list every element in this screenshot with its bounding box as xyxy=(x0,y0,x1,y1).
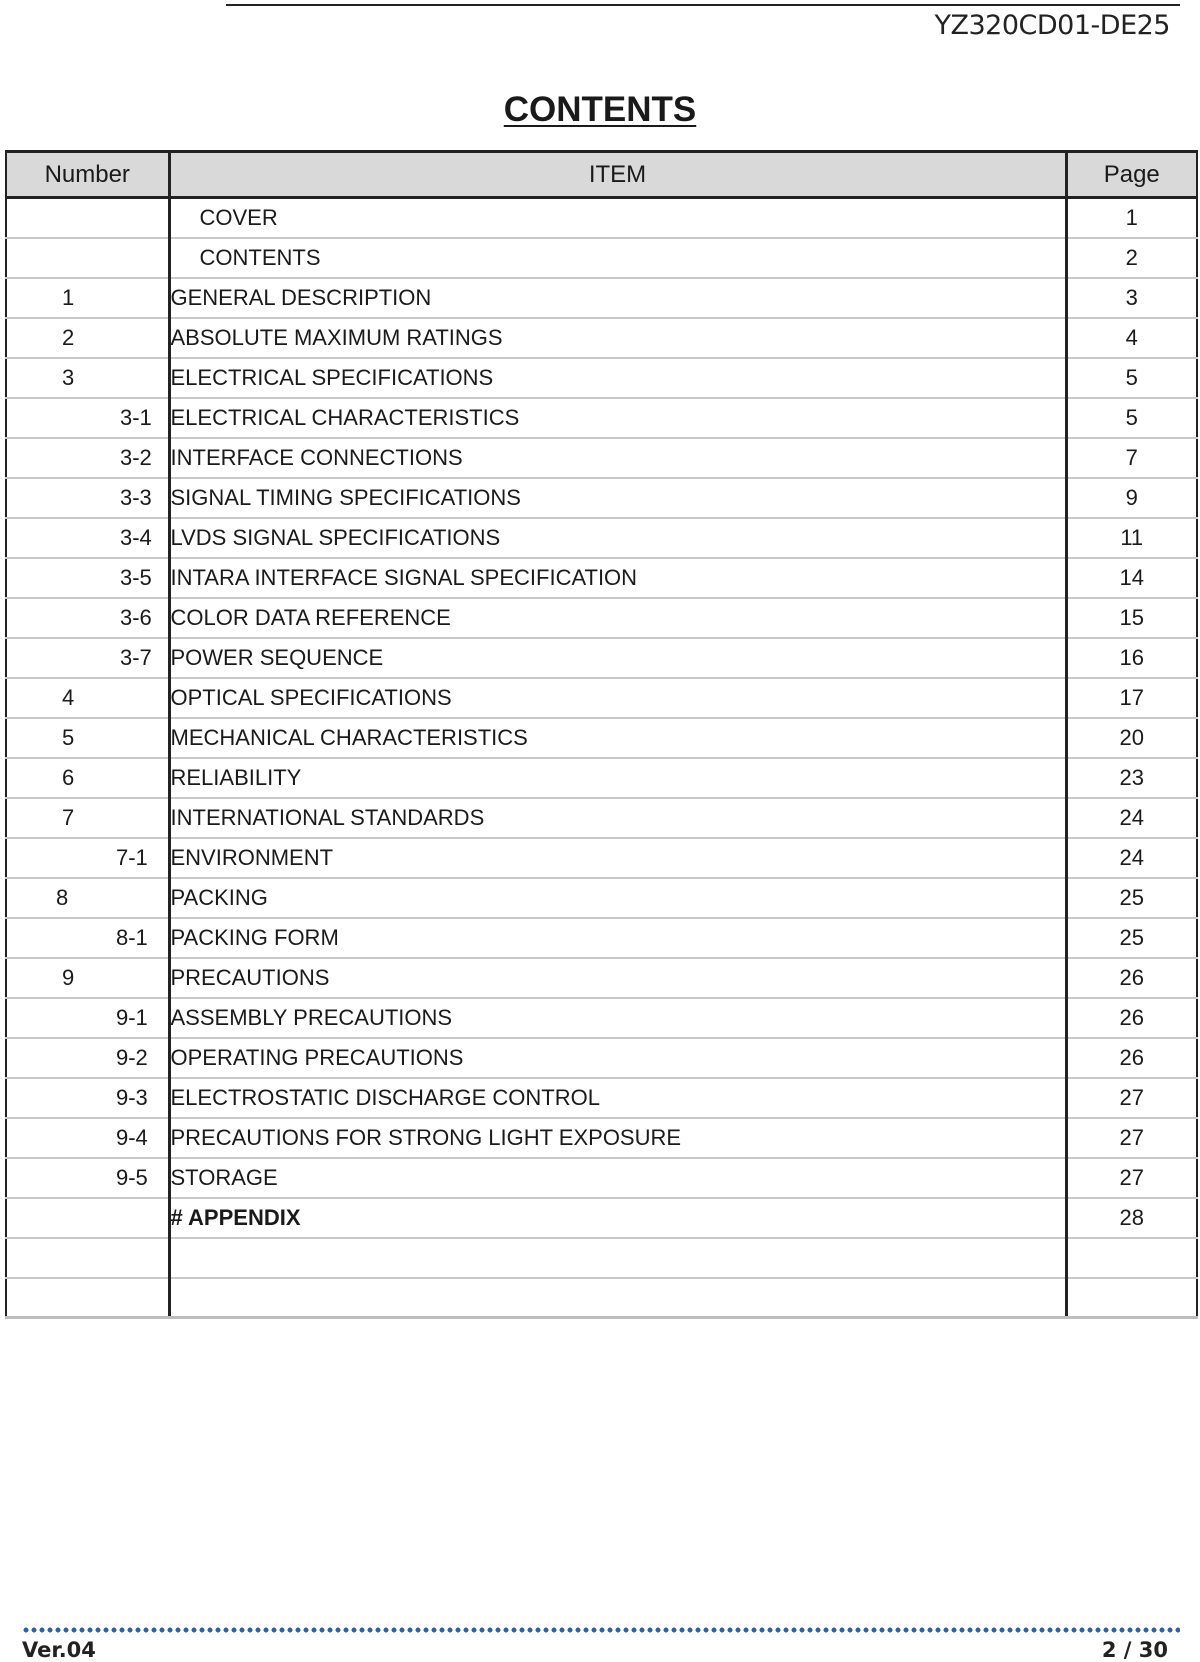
contents-table xyxy=(5,150,1198,1319)
row-number: 3-1 xyxy=(6,398,169,438)
row-page: 24 xyxy=(1066,838,1197,878)
row-item: GENERAL DESCRIPTION xyxy=(169,278,1066,318)
row-number: 4 xyxy=(6,678,169,718)
table-row xyxy=(6,1238,1197,1278)
row-item: PACKING FORM xyxy=(169,918,1066,958)
row-number: 9-3 xyxy=(6,1078,169,1118)
row-page: 26 xyxy=(1066,998,1197,1038)
row-page: 7 xyxy=(1066,438,1197,478)
table-row xyxy=(6,1078,1197,1118)
table-row xyxy=(6,798,1197,838)
row-item: ELECTRICAL CHARACTERISTICS xyxy=(169,398,1066,438)
row-page: 9 xyxy=(1066,478,1197,518)
row-number xyxy=(6,1198,169,1238)
row-item: STORAGE xyxy=(169,1158,1066,1198)
row-page: 25 xyxy=(1066,878,1197,918)
row-page: 5 xyxy=(1066,358,1197,398)
row-number: 3-5 xyxy=(6,558,169,598)
row-page xyxy=(1066,1238,1197,1278)
table-row xyxy=(6,198,1197,238)
row-number: 9-5 xyxy=(6,1158,169,1198)
row-item: PRECAUTIONS FOR STRONG LIGHT EXPOSURE xyxy=(169,1118,1066,1158)
row-page: 5 xyxy=(1066,398,1197,438)
header-rule xyxy=(226,4,1180,6)
row-item: OPERATING PRECAUTIONS xyxy=(169,1038,1066,1078)
table-row xyxy=(6,398,1197,438)
page-title-text: CONTENTS xyxy=(503,90,697,129)
row-item: ASSEMBLY PRECAUTIONS xyxy=(169,998,1066,1038)
row-number: 3-6 xyxy=(6,598,169,638)
row-page: 3 xyxy=(1066,278,1197,318)
row-page: 14 xyxy=(1066,558,1197,598)
table-row xyxy=(6,678,1197,718)
row-number: 9 xyxy=(6,958,169,998)
row-item: POWER SEQUENCE xyxy=(169,638,1066,678)
row-page: 11 xyxy=(1066,518,1197,558)
row-item: CONTENTS xyxy=(169,238,1066,278)
row-page: 26 xyxy=(1066,1038,1197,1078)
row-page: 20 xyxy=(1066,718,1197,758)
row-page: 15 xyxy=(1066,598,1197,638)
row-number: 3-2 xyxy=(6,438,169,478)
table-row xyxy=(6,1118,1197,1158)
page-title xyxy=(0,90,1200,130)
table-row xyxy=(6,1038,1197,1078)
row-page: 27 xyxy=(1066,1158,1197,1198)
row-item: RELIABILITY xyxy=(169,758,1066,798)
row-number xyxy=(6,238,169,278)
row-number: 9-1 xyxy=(6,998,169,1038)
row-number xyxy=(6,1278,169,1318)
column-header-number: Number xyxy=(6,152,169,198)
row-number: 3-4 xyxy=(6,518,169,558)
row-number: 9-2 xyxy=(6,1038,169,1078)
row-number: 5 xyxy=(6,718,169,758)
table-header-row xyxy=(6,152,1197,198)
table-row xyxy=(6,718,1197,758)
table-row xyxy=(6,918,1197,958)
table-row xyxy=(6,758,1197,798)
table-row xyxy=(6,558,1197,598)
row-page: 17 xyxy=(1066,678,1197,718)
table-row xyxy=(6,1158,1197,1198)
row-number: 8-1 xyxy=(6,918,169,958)
row-page: 28 xyxy=(1066,1198,1197,1238)
table-row xyxy=(6,1198,1197,1238)
document-code: YZ320CD01-DE25 xyxy=(934,10,1170,41)
row-item xyxy=(169,1278,1066,1318)
table-row xyxy=(6,838,1197,878)
row-page: 1 xyxy=(1066,198,1197,238)
row-item xyxy=(169,1238,1066,1278)
row-item: MECHANICAL CHARACTERISTICS xyxy=(169,718,1066,758)
row-number xyxy=(6,198,169,238)
row-page: 26 xyxy=(1066,958,1197,998)
row-page: 4 xyxy=(1066,318,1197,358)
row-number: 3-3 xyxy=(6,478,169,518)
row-page: 27 xyxy=(1066,1118,1197,1158)
row-number: 3 xyxy=(6,358,169,398)
row-item: # APPENDIX xyxy=(169,1198,1066,1238)
table-row xyxy=(6,358,1197,398)
footer-dotted-rule xyxy=(22,1627,1180,1633)
table-row xyxy=(6,478,1197,518)
table-row xyxy=(6,878,1197,918)
row-item: SIGNAL TIMING SPECIFICATIONS xyxy=(169,478,1066,518)
row-number: 7 xyxy=(6,798,169,838)
row-number: 8 xyxy=(6,878,169,918)
row-page xyxy=(1066,1278,1197,1318)
footer-version: Ver.04 xyxy=(22,1638,96,1662)
row-item: INTARA INTERFACE SIGNAL SPECIFICATION xyxy=(169,558,1066,598)
row-number: 3-7 xyxy=(6,638,169,678)
row-number: 1 xyxy=(6,278,169,318)
row-item: ENVIRONMENT xyxy=(169,838,1066,878)
table-row xyxy=(6,1278,1197,1318)
row-item: LVDS SIGNAL SPECIFICATIONS xyxy=(169,518,1066,558)
table-row xyxy=(6,638,1197,678)
column-header-page: Page xyxy=(1066,152,1197,198)
row-item: OPTICAL SPECIFICATIONS xyxy=(169,678,1066,718)
row-item: INTERFACE CONNECTIONS xyxy=(169,438,1066,478)
table-row xyxy=(6,518,1197,558)
table-row xyxy=(6,318,1197,358)
row-item: COVER xyxy=(169,198,1066,238)
row-page: 24 xyxy=(1066,798,1197,838)
row-page: 16 xyxy=(1066,638,1197,678)
footer-page-indicator: 2 / 30 xyxy=(1101,1638,1168,1662)
row-number: 6 xyxy=(6,758,169,798)
table-row xyxy=(6,278,1197,318)
row-number: 2 xyxy=(6,318,169,358)
row-item: PACKING xyxy=(169,878,1066,918)
row-page: 23 xyxy=(1066,758,1197,798)
table-row xyxy=(6,438,1197,478)
row-number xyxy=(6,1238,169,1278)
row-number: 7-1 xyxy=(6,838,169,878)
row-item: ABSOLUTE MAXIMUM RATINGS xyxy=(169,318,1066,358)
table-row xyxy=(6,238,1197,278)
table-row xyxy=(6,958,1197,998)
row-item: COLOR DATA REFERENCE xyxy=(169,598,1066,638)
table-row xyxy=(6,598,1197,638)
row-page: 2 xyxy=(1066,238,1197,278)
row-page: 25 xyxy=(1066,918,1197,958)
column-header-item: ITEM xyxy=(169,152,1066,198)
row-item: INTERNATIONAL STANDARDS xyxy=(169,798,1066,838)
row-page: 27 xyxy=(1066,1078,1197,1118)
row-item: ELECTROSTATIC DISCHARGE CONTROL xyxy=(169,1078,1066,1118)
row-item: ELECTRICAL SPECIFICATIONS xyxy=(169,358,1066,398)
row-number: 9-4 xyxy=(6,1118,169,1158)
table-row xyxy=(6,998,1197,1038)
row-item: PRECAUTIONS xyxy=(169,958,1066,998)
